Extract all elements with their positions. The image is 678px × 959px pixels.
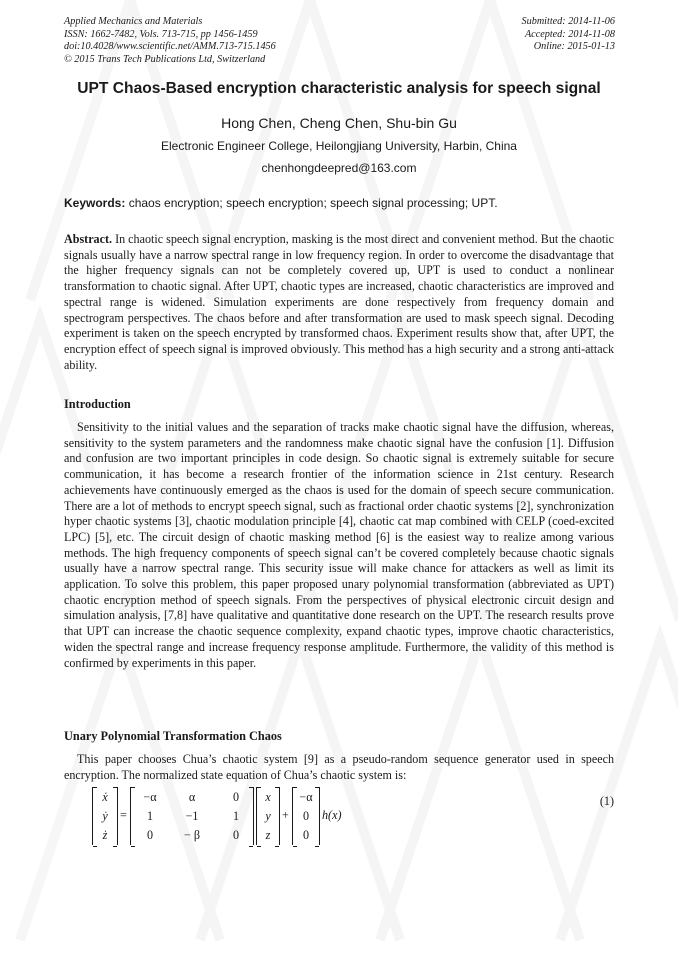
- submission-dates: [522, 16, 615, 54]
- journal-copyright: © 2015 Trans Tech Publications Ltd, Switzerland: [64, 53, 266, 65]
- input-cell: 0: [302, 809, 310, 823]
- abstract-label: Abstract.: [64, 232, 113, 246]
- date-submitted: Submitted: 2014-11-06: [521, 16, 615, 27]
- state-y: y: [265, 809, 271, 823]
- abstract-paragraph: [64, 232, 614, 373]
- lhs-z-dot: ż: [102, 828, 108, 842]
- state-equation: [92, 785, 392, 849]
- journal-info: [64, 16, 276, 66]
- matrix-cell: 0: [146, 828, 154, 842]
- author-email: chenhongdeepred@163.com: [261, 161, 417, 175]
- unary-paragraph: This paper chooses Chua’s chaotic system [9] as a pseudo-random sequence generator used in speech encryption. The normalized state equation of Chua’s chaotic system is:: [64, 752, 614, 782]
- section-heading-unary-polynomial: Unary Polynomial Transformation Chaos: [64, 729, 282, 743]
- plus-sign: +: [282, 808, 289, 822]
- equals-sign: =: [120, 808, 127, 822]
- matrix-cell: α: [188, 790, 196, 804]
- paper-authors: Hong Chen, Cheng Chen, Shu-bin Gu: [221, 115, 457, 131]
- input-cell: 0: [302, 828, 310, 842]
- introduction-paragraph: Sensitivity to the initial values and the separation of tracks make chaotic signal have the diffusion, whereas, sensitivity to the system parameters and the randomness make chaotic signal have the confusion [1]. Diffusion and confusion are two important principles in code design. So chaotic signal is extremely suitable for secure communication, it has become a research frontier of the information science in 21st century. Research achievements have continuously emerged as the chaos is used for the domain of speech secure communication. There are a lot of methods to encrypt speech signal, such as fractional order chaotic systems [2], synchronization hyper chaotic systems [3], chaotic modulation principle [4], chaotic cat map combined with CELP (coed-excited LPC) [5], etc. The circuit design of chaotic masking method [6] is the easiest way to realize among various methods. The high frequency components of speech signal can’t be covered completely because chaotic signals usually have a narrow spectral range. This security issue will make chance for attackers as well as limit its application. To solve this problem, this paper proposed unary polynomial transformation (abbreviated as UPT) chaotic encryption method of speech signals. From the perspectives of physical electronic circuit design and simulation analysis, [7,8] have qualitative and quantitative done research on the UPT. The research results prove that UPT can increase the chaotic sequence complexity, expand chaotic types, improve chaotic characteristics, widen the spectral range and increase frequency response amplitude. Furthermore, the validity of this method is confirmed by experiments in this paper.: [64, 420, 614, 670]
- abstract-text: In chaotic speech signal encryption, masking is the most direct and convenient method. But the chaotic signals usually have a narrow spectral range in low frequency region. In order to overcome the disadvantage that the higher frequency signals can not be completely covered up, UPT is used to conduct a nonlinear transformation to chaotic signal. After UPT, chaotic types are increased, chaotic characteristics are improved and spectral range is widened. Simulation experiments are done respectively from frequency domain and spectrogram perspectives. The chaos before and after transformation are used to mask speech signal. Decoding experiment is taken on the speech encrypted by transformed chaos. Experiment results show that, after UPT, the encryption effect of speech signal is improved obviously. This method has a high security and a strong anti-attack ability.: [64, 232, 614, 372]
- input-vector: [292, 787, 320, 845]
- nonlinear-function: h(x): [322, 808, 342, 822]
- author-affiliation: Electronic Engineer College, Heilongjiang University, Harbin, China: [161, 139, 517, 153]
- lhs-vector: [92, 787, 118, 845]
- journal-doi: doi:10.4028/www.scientific.net/AMM.713-715.1456: [64, 41, 276, 53]
- state-x: x: [265, 790, 271, 804]
- keywords-line: [64, 196, 614, 210]
- paper-title: UPT Chaos-Based encryption characteristic analysis for speech signal: [77, 80, 601, 97]
- state-z: z: [265, 828, 271, 842]
- matrix-cell: 0: [232, 828, 240, 842]
- lhs-x-dot: ẋ: [102, 790, 108, 804]
- coefficient-matrix: [130, 787, 254, 845]
- matrix-cell: −α: [143, 790, 157, 804]
- equation-number: (1): [599, 794, 614, 808]
- date-accepted: Accepted: 2014-11-08: [524, 28, 615, 40]
- date-online: Online: 2015-01-13: [533, 41, 615, 53]
- matrix-cell: 1: [232, 809, 240, 823]
- matrix-cell: − β: [184, 828, 200, 842]
- matrix-cell: 0: [232, 790, 240, 804]
- keywords-label: Keywords:: [64, 196, 126, 210]
- matrix-cell: −1: [185, 809, 199, 823]
- keywords-text: chaos encryption; speech encryption; speech signal processing; UPT.: [125, 196, 498, 210]
- state-vector: [256, 787, 280, 845]
- journal-name: Applied Mechanics and Materials: [64, 16, 203, 27]
- matrix-cell: 1: [146, 809, 154, 823]
- section-heading-introduction: Introduction: [64, 397, 131, 411]
- input-cell: −α: [299, 790, 313, 804]
- journal-issn: ISSN: 1662-7482, Vols. 713-715, pp 1456-1459: [64, 28, 258, 40]
- lhs-y-dot: ẏ: [102, 809, 108, 823]
